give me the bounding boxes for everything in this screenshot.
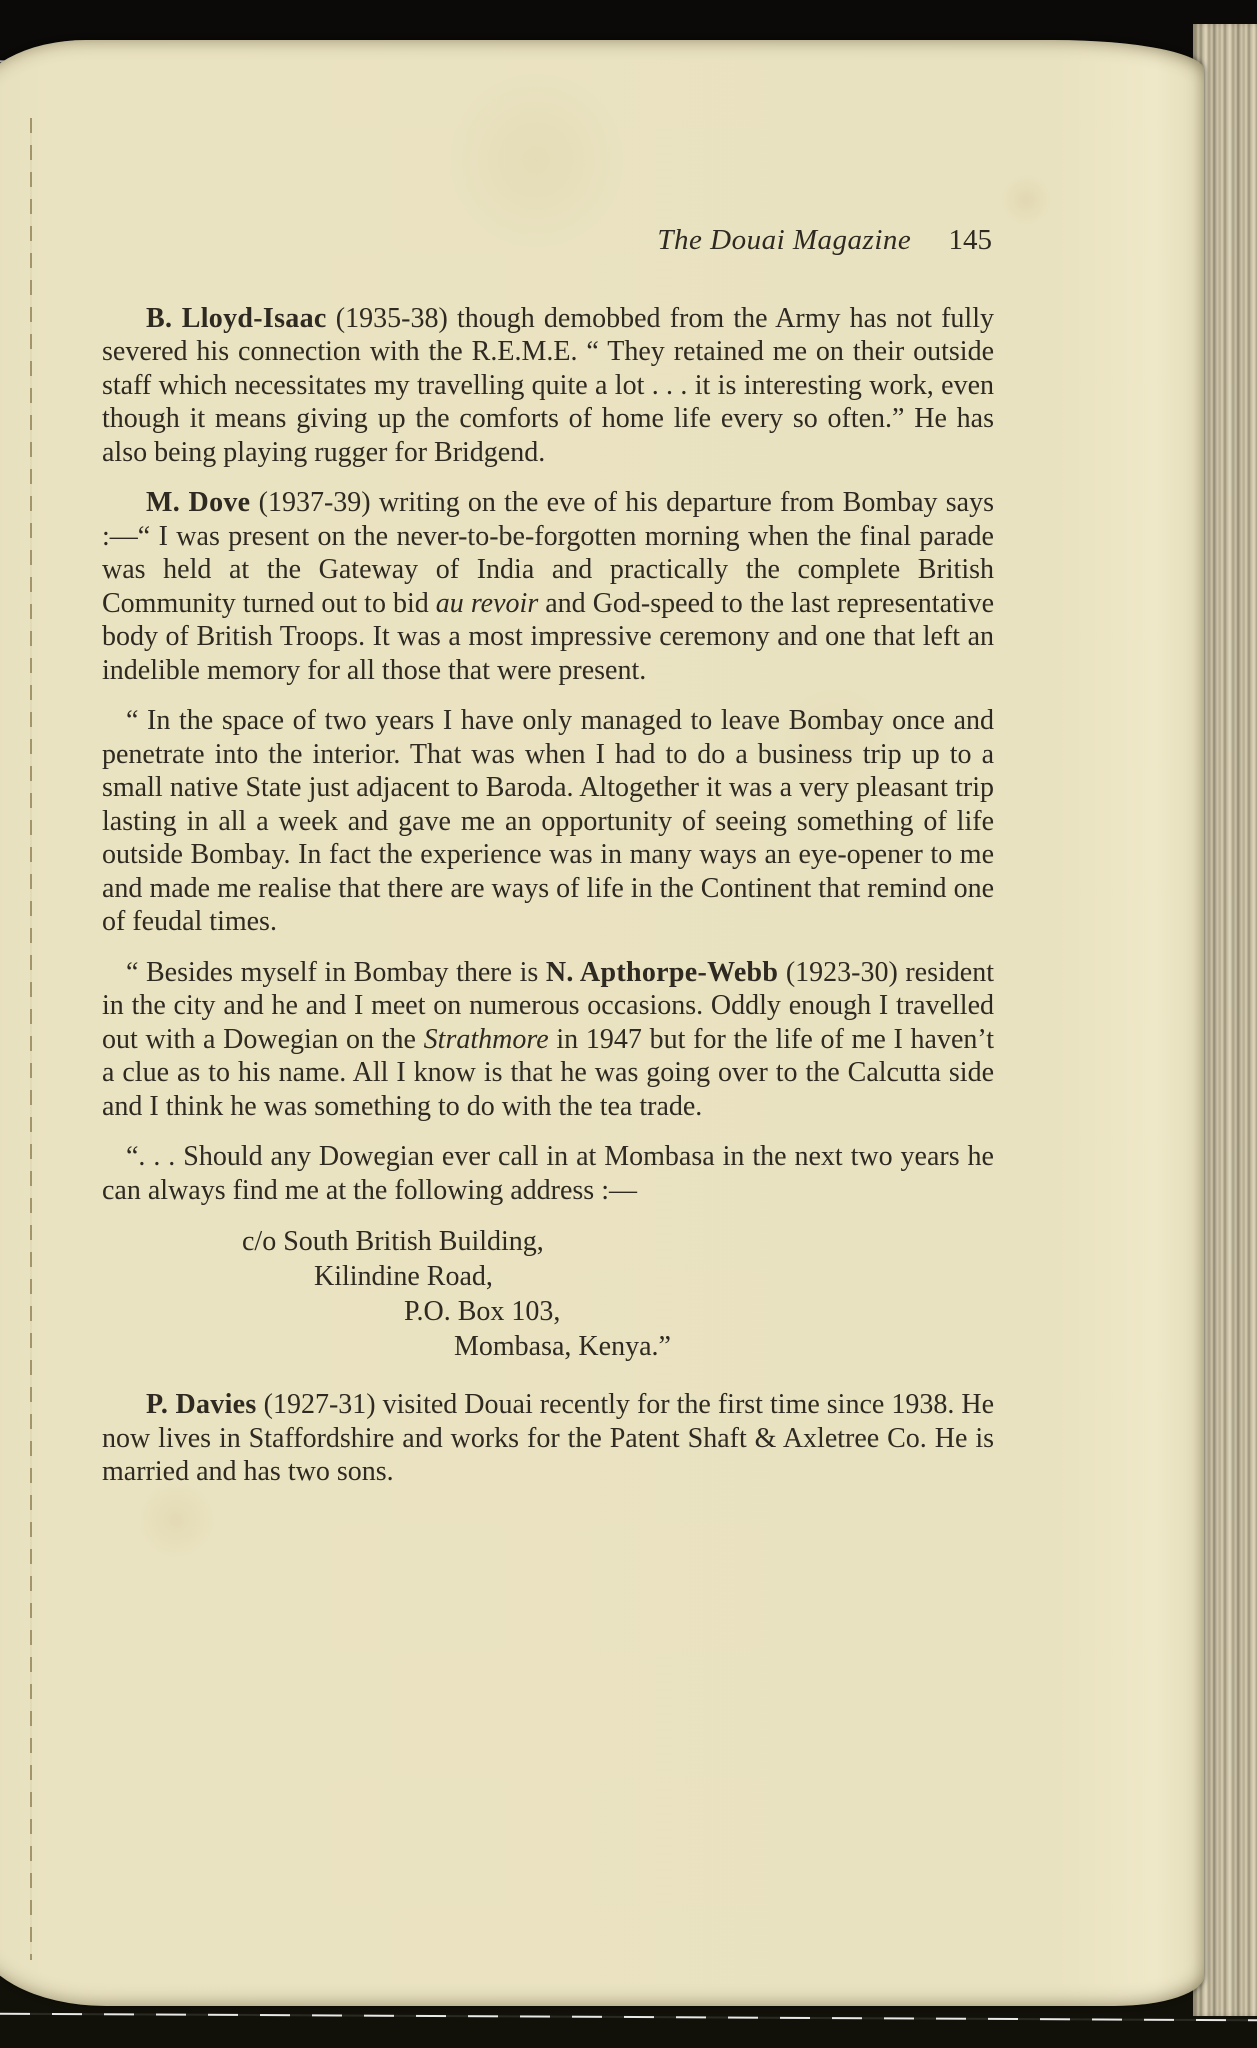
text-segment: (1927-31) visited Douai recently for the first time since 1938. He now lives in Staffordshire and works for the Patent Shaft & Axletree Co. He is married and has two sons. [102,1389,994,1487]
page-number: 145 [948,224,992,256]
address-line: c/o South British Building, [242,1226,544,1257]
text-segment: au revoir [435,587,539,619]
text-segment: in 1947 but for the life of me I haven’t a clue as to his name. All I know is that he was going over to the Calcutta side and I think he was something to do with the tea trade. [102,1023,994,1122]
paragraph-mombasa [102,1140,994,1207]
printed-text-block [102,224,994,1489]
text-segment: “. . . Should any Dowegian ever call in at Mombasa in the next two years he can always find me at the following address :— [102,1141,994,1206]
article-body [102,302,994,1489]
text-segment: B. Lloyd-Isaac [146,302,327,334]
address-line: Kilindine Road, [314,1261,493,1292]
address-line: P.O. Box 103, [404,1296,561,1327]
paragraph-davies [102,1388,994,1489]
paragraph-lloyd-isaac [102,302,994,470]
running-header [102,224,992,258]
text-segment: P. Davies [146,1389,257,1420]
paragraph-apthorpe-webb [102,956,994,1124]
text-segment: M. Dove [146,487,251,518]
paragraph-dove-interior [102,704,994,939]
text-segment: Strathmore [423,1023,549,1055]
text-segment: (1923-30) resident in the city and he and I meet on numerous occasions. Oddly enough I travelled out with a Dowegian on the [102,956,994,1055]
paragraph-dove [102,486,994,687]
text-segment: and God-speed to the last representative body of British Troops. It was a most impressive ceremony and one that left an indelible memory for all those that were present. [102,587,994,686]
text-segment: “ In the space of two years I have only managed to leave Bombay once and penetrate into the interior. That was when I had to do a business trip up to a small native State just adjacent to Baroda. Altogether it was a very pleasant trip lasting in all a week and gave me an opportunity of seeing something of life outside Bombay. In fact the experience was in many ways an eye-opener to me and made me realise that there are ways of life in the Continent that remind one of feudal times. [102,705,994,937]
address-line: Mombasa, Kenya.” [454,1331,671,1362]
text-segment: N. Apthorpe-Webb [545,956,779,988]
page-gutter-crease [30,118,32,1960]
magazine-title: The Douai Magazine [657,224,912,256]
text-segment: (1937-39) writing on the eve of his departure from Bombay says :—“ I was present on the never-to-be-forgotten morning when the final parade was held at the Gateway of India and practically the complete British Community turned out to bid [102,487,994,619]
text-segment: “ Besides myself in Bombay there is [126,956,546,988]
binding-stitch-highlight-bottom [0,2013,1257,2022]
address-block [102,1224,994,1364]
text-segment: (1935-38) though demobbed from the Army has not fully severed his connection with the R.E.M.E. “ They retained me on their outside staff which necessitates my travelling quite a lot . . . it is interesting work, even though it means giving up the comforts of home life every so often.” He has also being playing rugger for Bridgend. [102,302,994,468]
